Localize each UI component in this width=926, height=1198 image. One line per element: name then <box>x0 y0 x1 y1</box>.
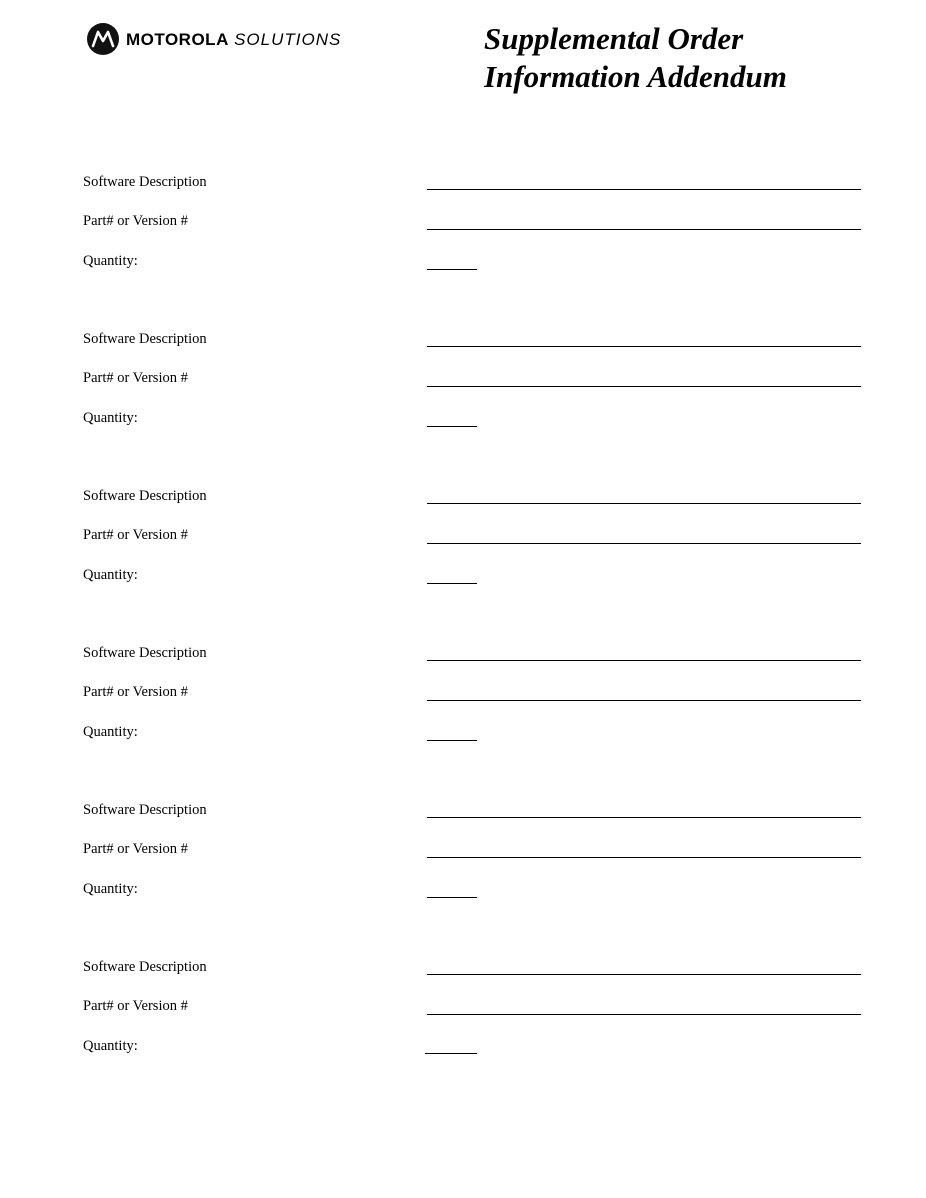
quantity-field[interactable] <box>427 740 477 741</box>
part-version-label: Part# or Version # <box>83 527 188 543</box>
quantity-field[interactable] <box>427 897 477 898</box>
software-description-label: Software Description <box>83 174 207 190</box>
software-description-field[interactable] <box>427 189 861 190</box>
quantity-label: Quantity: <box>83 724 138 740</box>
part-version-field[interactable] <box>427 700 861 701</box>
quantity-label: Quantity: <box>83 881 138 897</box>
software-description-label: Software Description <box>83 331 207 347</box>
part-version-label: Part# or Version # <box>83 213 188 229</box>
quantity-label: Quantity: <box>83 253 138 269</box>
software-description-field[interactable] <box>427 660 861 661</box>
part-version-field[interactable] <box>427 857 861 858</box>
part-version-label: Part# or Version # <box>83 370 188 386</box>
part-version-label: Part# or Version # <box>83 841 188 857</box>
part-version-label: Part# or Version # <box>83 998 188 1014</box>
software-description-label: Software Description <box>83 959 207 975</box>
document-title <box>484 20 787 96</box>
brand-name-bold: MOTOROLA <box>126 29 229 49</box>
logo-wordmark <box>126 31 341 48</box>
title-line-1: Supplemental Order <box>484 21 744 56</box>
part-version-field[interactable] <box>427 229 861 230</box>
order-entry <box>0 172 926 282</box>
quantity-label: Quantity: <box>83 567 138 583</box>
software-description-field[interactable] <box>427 817 861 818</box>
part-version-field[interactable] <box>427 1014 861 1015</box>
software-description-label: Software Description <box>83 802 207 818</box>
order-entry <box>0 329 926 439</box>
part-version-label: Part# or Version # <box>83 684 188 700</box>
software-description-field[interactable] <box>427 346 861 347</box>
quantity-field[interactable] <box>427 583 477 584</box>
software-description-field[interactable] <box>427 974 861 975</box>
quantity-label: Quantity: <box>83 1038 138 1054</box>
motorola-batwing-logo-icon <box>87 23 119 55</box>
order-entry <box>0 486 926 596</box>
software-description-label: Software Description <box>83 645 207 661</box>
software-description-field[interactable] <box>427 503 861 504</box>
part-version-field[interactable] <box>427 386 861 387</box>
title-line-2: Information Addendum <box>484 59 787 94</box>
order-entry <box>0 957 926 1067</box>
order-entry <box>0 643 926 753</box>
quantity-field[interactable] <box>425 1053 477 1054</box>
motorola-solutions-logo <box>87 22 341 56</box>
part-version-field[interactable] <box>427 543 861 544</box>
quantity-field[interactable] <box>427 269 477 270</box>
quantity-field[interactable] <box>427 426 477 427</box>
software-description-label: Software Description <box>83 488 207 504</box>
order-entry <box>0 800 926 910</box>
quantity-label: Quantity: <box>83 410 138 426</box>
brand-name-light: SOLUTIONS <box>234 29 342 49</box>
